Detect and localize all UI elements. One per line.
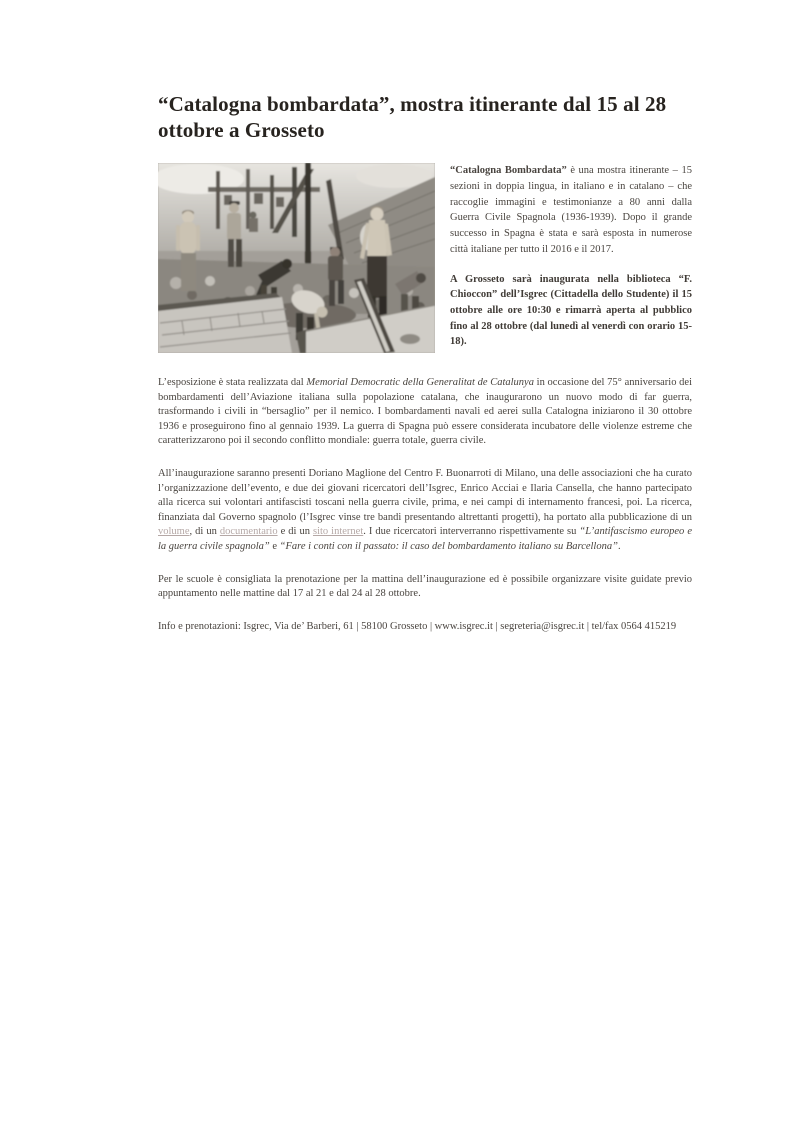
p2-a: All’inaugurazione saranno presenti Doriano Maglione del Centro F. Buonarroti di Milano, una delle associazioni che ha curato l’organizzazione dell’evento, e due dei giovani ricercatori dell’Isgrec, Enrico Acciai e Ilaria Cansella, che hanno partecipato alla ricerca sui volontari antifascisti toscani nella guerra civile, prima, e nei campi di internamento francesi, poi. La ricerca, finanziata dal Governo spagnolo (l’Isgrec vinse tre bandi presentando altrettanti progetti), ha portato alla pubblicazione di un — [158, 467, 692, 523]
article-title: “Catalogna bombardata”, mostra itinerante dal 15 al 28 ottobre a Grosseto — [158, 92, 667, 142]
p2-e: e — [269, 540, 280, 552]
volume-link[interactable]: volume — [158, 526, 190, 538]
sito-internet-link[interactable]: sito internet — [312, 526, 364, 538]
p2-talk-title-1: “L’antifascismo europeo e la guerra civile spagnola” — [158, 526, 692, 552]
p1-end: in occasione del 75° anniversario dei bombardamenti dell’Aviazione italiana sulla popolazione catalana, che inaugurarono un nuovo modo di far guerra, trasformando i civili in “bersaglio” per il nemico. I bombardamenti navali ed aerei sulla Catalogna iniziarono il 30 ottobre 1936 e proseguirono fino al gennaio 1939. La guerra di Spagna può essere considerata incubatore delle violenze estreme che caratterizzarono poi il secondo conflitto mondiale: guerra totale, guerra civile. — [158, 377, 693, 447]
p2-talk-title-2: “Fare i conti con il passato: il caso del bombardamento italiano su Barcellona” — [279, 540, 618, 552]
p2-b: , di un — [189, 526, 220, 538]
p1-institution-name: Memorial Democratic della Generalitat de Catalunya — [306, 377, 534, 388]
body-paragraph-schools: Per le scuole è consigliata la prenotazione per la mattina dell’inaugurazione ed è possibile organizzare visite guidate previo appuntamento nelle mattine dal 17 al 21 e dal 24 al 28 ottobre. — [158, 573, 692, 600]
opening-info-paragraph: A Grosseto sarà inaugurata nella biblioteca “F. Chioccon” dell’Isgrec (Cittadella dello Studente) il 15 ottobre alle ore 10:30 e rimarrà aperta al pubblico fino al 28 ottobre (dal lunedì al venerdì con orario 15-18). — [450, 273, 692, 348]
documentario-link[interactable]: documentario — [219, 526, 278, 538]
body-paragraph-inauguration — [158, 467, 692, 555]
intro-lead-rest: è una mostra itinerante – 15 sezioni in doppia lingua, in italiano e in catalano – che raccoglie immagini e testimonianze a 80 anni dalla Guerra Civile Spagnola (1936-1939). Dopo il grande successo in Spagna è stata e sarà esposta in numerose città italiane per tutto il 2016 e il 2017. — [450, 165, 692, 255]
p2-d: . I due ricercatori interverranno rispettivamente su — [363, 526, 580, 538]
article-photo — [158, 163, 435, 353]
article-content — [158, 91, 692, 634]
intro-paragraph — [450, 163, 692, 258]
p2-c: e di un — [277, 526, 313, 538]
intro-column — [450, 163, 692, 350]
bombed-building-photo-illustration — [158, 163, 435, 353]
body-paragraph-exhibition — [158, 376, 692, 449]
p1-start: L’esposizione è stata realizzata dal — [158, 377, 307, 388]
intro-lead-bold: “Catalogna Bombardata” — [450, 165, 567, 176]
p2-f: . — [617, 540, 621, 552]
media-row — [158, 163, 692, 353]
body-paragraph-contact-info: Info e prenotazioni: Isgrec, Via de’ Barberi, 61 | 58100 Grosseto | www.isgrec.it | segreteria@isgrec.it | tel/fax 0564 415219 — [158, 620, 677, 632]
